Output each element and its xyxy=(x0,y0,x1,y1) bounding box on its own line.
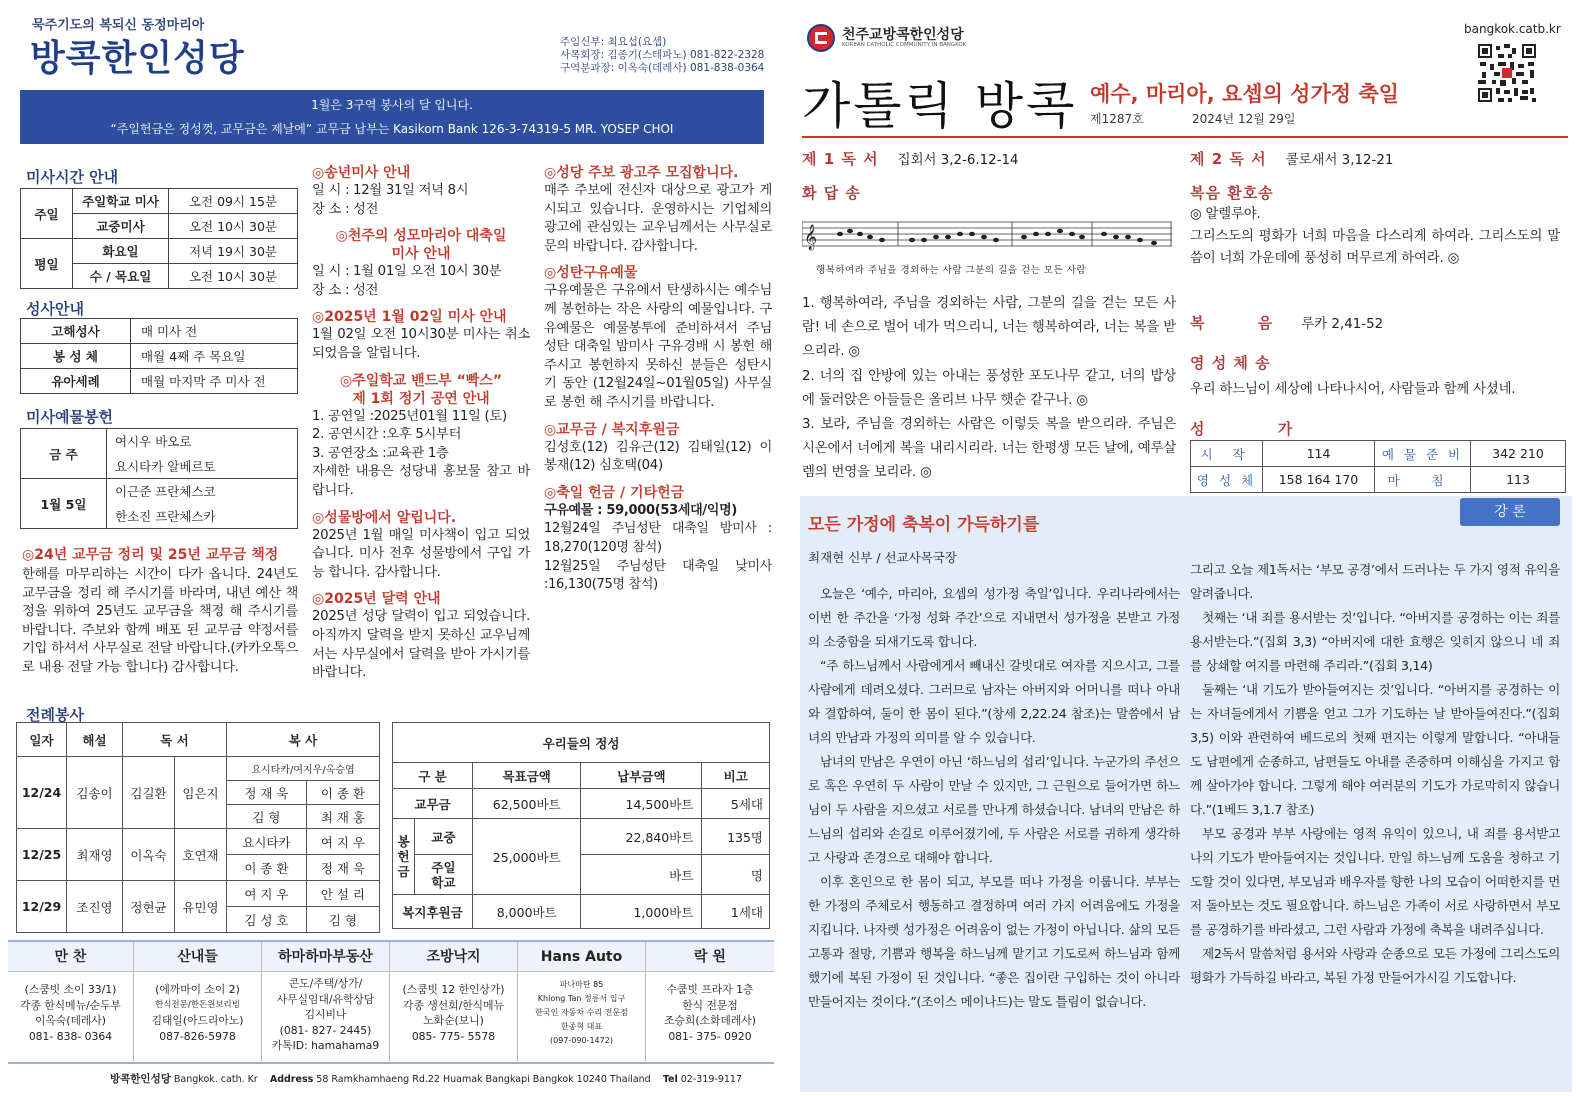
communion-label: 영 성 체 송 xyxy=(1190,354,1271,372)
mass-table: 주일 주일학교 미사 오전 09시 15분 교중미사 오전 10시 30분 평일 화요일 저녁 19시 30분 수 / 목요일 오전 10시 30분 xyxy=(20,188,298,289)
left-page xyxy=(0,0,780,1096)
ad-hamahama: 하마하마부동산 콘도/주택/상가/ 사무실임대/유학상담 김시비나 (081- 827- 2445) 카톡ID: hamahama9 xyxy=(262,942,390,1062)
church-logo-icon xyxy=(806,22,836,54)
logo-subtext: KOREAN CATHOLIC COMMUNITY IN BANGKOK xyxy=(842,42,967,48)
left-footer: 방콕한인성당 Bangkok. cath. Kr Address 58 Ramkhamhaeng Rd.22 Huamak Bangkapi Bangkok 10240 Thailand Tel 02-319-9117 xyxy=(110,1073,743,1085)
notice-banner: 1월은 3구역 봉사의 달 입니다. “주일헌금은 정성껏, 교무금은 제날에” 교무금 납부는 Kasikorn Bank 126-3-74319-5 MR. YOSEP CHOI xyxy=(20,90,764,144)
notice-title: ◎송년미사 안내 xyxy=(312,165,411,181)
hymn-table: 시 작 114 예 물 준 비 342 210 영 성 체 158 164 170 마 침 113 xyxy=(1190,440,1566,493)
sacrament-table: 고해성사 매 미사 전 봉 성 체 매월 4째 주 목요일 유아세례 매월 마지막 주 미사 전 xyxy=(20,318,298,394)
notice-title: ◎2025년 1월 02일 미사 안내 xyxy=(312,309,507,326)
notice-title: ◎성당 주보 광고주 모집합니다. xyxy=(544,165,739,181)
reading-1: 제 1 독 서 집회서 3,2-6.12-14 xyxy=(802,150,1019,168)
sacrament-heading: 성사안내 xyxy=(26,300,84,318)
hymn-label: 성 가 xyxy=(1190,420,1327,438)
notice-body: 구유예물 : 59,000(53세대/익명) 12월24일 주님성탄 대축일 밤미사 : 18,270(120명 참석) 12월25일 주님성탄 대축일 낮미사 :16,130(75명 참석) xyxy=(544,502,772,593)
offering-table: 금 주 여시우 바오로 요시타카 알베르토 1월 5일 이근준 프란체스코 한소진 프란체스카 xyxy=(20,428,298,529)
notice-body: 일 시 : 1월 01일 오전 10시 30분 장 소 : 성전 xyxy=(312,264,502,298)
notice-body: 1월 02일 오전 10시30분 미사는 취소 되었음을 알립니다. xyxy=(312,327,530,361)
notice-title: ◎주일학교 밴드부 “빡스” 제 1회 정기 공연 안내 xyxy=(339,372,503,407)
notice-body: 일 시 : 12월 31일 저녁 8시 장 소 : 성전 xyxy=(312,183,469,217)
logo-text: 천주교방콕한인성당 xyxy=(842,27,964,43)
feast-title: 예수, 마리아, 요셉의 성가정 축일 xyxy=(1090,82,1399,106)
notice-body: 2025년 성당 달력이 입고 되었습니다. 아직까지 달력을 받지 못하신 교우님께서는 사무실에서 달력을 받아 가시기를 바랍니다. xyxy=(312,609,530,681)
parish-logo xyxy=(806,22,836,58)
site-url: bangkok.catb.kr xyxy=(1464,22,1561,36)
notice-title: ◎성탄구유예물 xyxy=(544,265,638,282)
notice-title: ◎축일 헌금 / 기타헌금 xyxy=(544,484,685,501)
homily-author: 최재현 신부 / 선교사목국장 xyxy=(808,550,957,565)
notice-title: ◎교무금 / 복지후원금 xyxy=(544,421,680,438)
alleluia-text: ◎ 알렐루야. 그리스도의 평화가 너희 마음을 다스리게 하여라. 그리스도의 말씀이 너희 가운데에 풍성히 머무르게 하여라. ◎ xyxy=(1190,207,1560,266)
issue-date: 2024년 12월 29일 xyxy=(1192,112,1296,126)
notice-body: 매주 주보에 전신자 대상으로 광고가 게시되고 있습니다. 운영하시는 기업체의 광고에 관심있는 교우님께서는 사무실로 문의 바랍니다. 감사합니다. xyxy=(544,183,772,254)
tagline: 묵주기도의 복되신 동정마리아 xyxy=(32,18,205,33)
mass-heading: 미사시간 안내 xyxy=(26,168,119,186)
kyomu-body: 한해를 마무리하는 시간이 다가 옵니다. 24년도 교무금을 정리 해 주시기를 바라며, 내년 예산 책정을 위하여 25년도 교무금을 책정 해 주시기를 바랍니다. 주보와 함께 배포 된 교무금 약정서를 기입 하셔서 사무실로 전달 바랍니다.(카카오톡으로 내용 전달 가능 합니다) 감사합니다. xyxy=(22,567,298,675)
page-gutter xyxy=(780,0,796,1096)
liturgy-heading: 전례봉사 xyxy=(26,706,84,724)
liturgy-table: 일자 해설 독 서 복 사 12/24 김송이 김길환 임은지 요시타카/여지우/옥승엽 정 재 욱 이 종 환 김 형 최 재 홍 12/25 최재영 이옥숙 호연재 요시타카 여 지 우 이 종 환 정 재 욱 12/29 조진영 정현균 유민영 여 지 우 안 설 리 김 성 호 김 형 xyxy=(16,722,380,933)
ad-hans-auto: Hans Auto 파나마탄 85 Khlong Tan 정릉서 입구 한국인 자동차 수리 전문점 한종혁 대표 (097-090-1472) xyxy=(518,942,646,1062)
homily-title: 모든 가정에 축복이 가득하기를 xyxy=(808,515,1040,535)
psalm-verses: 1. 행복하여라, 주님을 경외하는 사람, 그분의 길을 걷는 모든 사람! 네 손으로 벌어 네가 먹으리니, 너는 행복하여라, 너는 복을 받으리라. ◎ 2. 너의 집 안방에 있는 아내는 풍성한 포도나무 같고, 너의 밥상에 둘러앉은 아들들은 올리브 나무 햇순 같구나. ◎ 3. 보라, 주님을 경외하는 사람은 이렇듯 복을 받으리라. 주님은 시온에서 너에게 복을 내리시리라. 너는 한평생 모든 날에, 예루살렘의 번영을 보리라. ◎ xyxy=(802,296,1176,481)
psalm-label: 화 답 송 xyxy=(802,184,861,202)
notice-column-2 xyxy=(312,164,530,683)
offering-heading: 미사예물봉헌 xyxy=(26,408,113,426)
ad-sannaedeul: 산내들 (에까마이 소이 2) 한식전문/한돈원보리빙 김태일(아드리아노) 087-826-5978 xyxy=(134,942,262,1062)
qr-code-icon xyxy=(1476,42,1538,104)
masthead-rule xyxy=(802,136,1568,138)
notice-body: 김성호(12) 김유근(12) 김태일(12) 이봉재(12) 심호택(04) xyxy=(544,439,772,474)
homily-column-1: 오늘은 ‘예수, 마리아, 요셉의 성가정 축일’입니다. 우리나라에서는 이번 한 주간을 ‘가정 성화 주간’으로 지내면서 성가정을 본받고 가정의 소중함을 되새기도록 합니다. “주 하느님께서 사람에게서 빼내신 갈빗대로 여자를 지으시고, 그를 사람에게 데려오셨다. 그러므로 남자는 아버지와 어머니를 떠나 아내와 결합하여, 둘이 한 몸이 된다.”(창세 2,22.24 참조)는 말씀에서 남녀의 만남과 가정의 의미를 알 수 있습니다. 남녀의 만남은 우연이 아닌 ‘하느님의 섭리’입니다. 누군가의 주선으로 혹은 우연히 두 사람이 만날 수 있지만, 그 근원으로 들어가면 하느님이 두 사람을 지으셨고 서로를 만나게 하셨습니다. 남녀의 만남은 하느님의 섭리와 손길로 이루어졌기에, 두 사람은 서로를 귀하게 생각하고 사랑과 존경으로 대해야 합니다. 이후 혼인으로 한 몸이 되고, 부모를 떠나 가정을 이룹니다. 부부는 한 가정의 주체로서 행동하고 결정하며 여러 가지 어려움에도 가정을 지킵니다. 나자렛 성가정은 어려움이 없는 가정이 아닙니다. 삶의 모든 고통과 절망, 기쁨과 행복을 하느님께 맡기고 기도로써 하느님과 함께 했기에 복된 가정이 된 것입니다. “좋은 집이란 구입하는 것이 아니라 만들어지는 것이다.”(조이스 메이나드)는 말도 틀림이 없습니다. xyxy=(808,586,1180,1009)
parish-title: 방콕한인성당 xyxy=(30,38,245,79)
staff-info: 주임신부: 최요섭(요셉) 사목회장: 김종기(스테파노) 081-822-2328 구역분과장: 이옥숙(데레사) 081-838-0364 xyxy=(560,36,765,74)
notice-title: ◎천주의 성모마리아 대축일 미사 안내 xyxy=(335,228,507,263)
notice-column-3 xyxy=(544,164,772,595)
issue-number: 제1287호 xyxy=(1090,112,1144,126)
homily-badge: 강 론 xyxy=(1460,498,1560,526)
sincerity-table: 우리들의 정성 구 분 목표금액 납부금액 비고 교무금 62,500바트 14,500바트 5세대 봉 헌 금 교중 25,000바트 22,840바트 135명 주일 학교 바트 명 복지후원금 8,000바트 1,000바트 1세대 xyxy=(392,722,770,929)
communion-text: 우리 하느님이 세상에 나타나시어, 사람들과 함께 사셨네. xyxy=(1190,382,1516,397)
ad-manchan: 만 찬 (스쿰빗 소이 33/1) 각종 한식메뉴/순두부 이옥숙(데레사) 081- 838- 0364 xyxy=(8,942,134,1062)
ad-rakwon: 락 원 수쿰빗 프라자 1층 한식 전문점 조승희(소화데레사) 081- 375- 0920 xyxy=(646,942,774,1062)
right-page xyxy=(796,0,1576,1096)
masthead: 가톨릭 방콕 xyxy=(802,77,1078,135)
notice-body: 1. 공연일 :2025년01월 11일 (토) 2. 공연시간 :오후 5시부터 3. 공연장소 :교육관 1층 자세한 내용은 성당내 홍보물 참고 바랍니다. xyxy=(312,408,530,498)
psalm-lyric: 행복하여라 주님을 경외하는 사람 그분의 길을 걷는 모든 사람 xyxy=(816,265,1087,276)
homily-column-2: 그리고 오늘 제1독서는 ‘부모 공경’에서 드러나는 두 가지 영적 유익을 알려줍니다. 첫째는 ‘내 죄를 용서받는 것’입니다. “아버지를 공경하는 이는 죄를 용서받는다.”(집회 3,3) “아버지에 대한 효행은 잊히지 않으니 네 죄를 상쇄할 여지를 마련해 주리라.”(집회 3,14) 둘째는 ‘내 기도가 받아들여지는 것’입니다. “아버지를 공경하는 이는 자녀들에게서 기쁨을 얻고 그가 기도하는 날 받아들여진다.”(집회 3,5) 이와 관련하여 베드로의 첫째 편지는 이렇게 말합니다. “아내들도 남편에게 순종하고, 남편들도 아내를 존중하며 이해심을 가지고 함께 살아가야 합니다. 그렇게 해야 여러분의 기도가 가로막히지 않습니다.”(1베드 3,1.7 참조) 부모 공경과 부부 사랑에는 영적 유익이 있으니, 내 죄를 용서받고 나의 기도가 받아들여지는 것입니다. 만일 하느님께 도움을 청하고 기도할 것이 있다면, 부모님과 배우자를 향한 나의 모습이 어떠한지를 먼저 돌아보는 것도 필요합니다. 하느님은 가족이 서로 사랑하면서 부모를 공경하기를 바라셨고, 그런 사람과 가정에 축복을 내려주십니다. 제2독서 말씀처럼 용서와 사랑과 순종으로 모든 가정에 그리스도의 평화가 가득하길 바라고, 복된 가정 만들어가시길 기도합니다. xyxy=(1190,562,1560,985)
kyomu-title: ◎24년 교무금 정리 및 25년 교무금 책정 xyxy=(22,547,279,563)
notice-body: 구유예물은 구유에서 탄생하시는 예수님께 봉헌하는 작은 사랑의 예물입니다. 구유예물은 예물봉투에 준비하셔서 주님 성탄 대축일 밤미사 구유경배 시 봉헌 해 주시고 봉헌하지 못하신 분들은 성탄시기 동안 (12월24일~01월05일) 사무실로 봉헌 해 주시기를 바랍니다. xyxy=(544,283,772,410)
reading-2: 제 2 독 서 콜로새서 3,12-21 xyxy=(1190,150,1394,168)
notice-body: 2025년 1월 매일 미사책이 입고 되었습니다. 미사 전후 성물방에서 구입 가능 합니다. 감사합니다. xyxy=(312,527,530,580)
gospel: 복 음 루카 2,41-52 xyxy=(1190,314,1384,332)
notice-title: ◎2025년 달력 안내 xyxy=(312,591,441,608)
ad-jobang: 조방낙지 (스쿰빗 12 한인상가) 각종 생선회/한식메뉴 노화순(보니) 085- 775- 5578 xyxy=(390,942,518,1062)
notice-title: ◎성물방에서 알립니다. xyxy=(312,509,457,526)
alleluia-label: 복음 환호송 xyxy=(1190,184,1274,202)
svg-text:𝄞: 𝄞 xyxy=(804,225,818,250)
psalm-music-staff xyxy=(802,216,1172,256)
